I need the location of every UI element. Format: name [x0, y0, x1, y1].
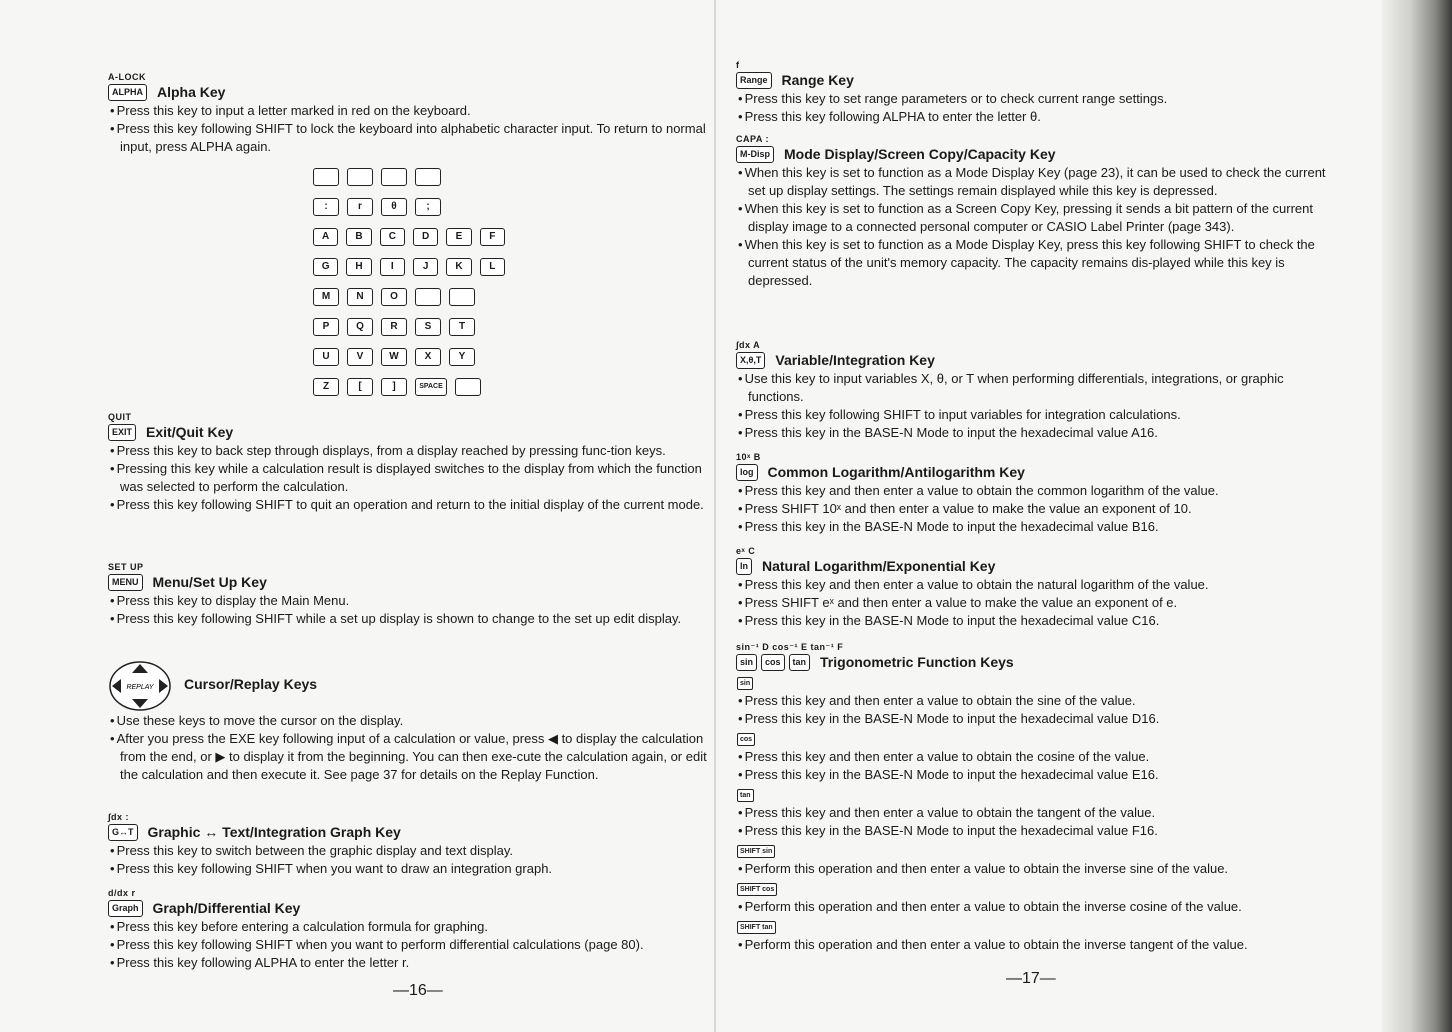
keyboard-key: N	[347, 288, 373, 306]
keyboard-key: ]	[381, 378, 407, 396]
keyboard-key: r	[347, 198, 373, 216]
keyboard-key: H	[346, 258, 371, 276]
menu-shift-label: SET UP	[108, 562, 144, 572]
var-key-title: Variable/Integration Key	[775, 352, 935, 368]
keyboard-key: G	[313, 258, 338, 276]
log-bullet-3: • Press this key in the BASE-N Mode to input the hexadecimal value B16.	[736, 518, 1326, 536]
keyboard-key	[347, 168, 373, 186]
atan-bullet: • Perform this operation and then enter a value to obtain the inverse tangent of the value.	[736, 936, 1326, 954]
graph-key-section	[108, 888, 708, 972]
keyboard-key: L	[480, 258, 505, 276]
cursor-key-section	[108, 658, 708, 784]
log-bullet-2: • Press SHIFT 10ˣ and then enter a value to make the value an exponent of 10.	[736, 500, 1326, 518]
sin-bullet-1: • Press this key and then enter a value to obtain the sine of the value.	[736, 692, 1326, 710]
alpha-key-icon: ALPHA	[108, 84, 147, 101]
gt-key-title: Graphic ↔ Text/Integration Graph Key	[147, 824, 401, 840]
mdisp-key-icon: M-Disp	[736, 146, 774, 163]
atan-mini-key-icon: SHIFT tan	[737, 921, 776, 934]
log-key-section	[736, 452, 1326, 536]
right-page-number: —17—	[1006, 970, 1056, 987]
cos-mini-key-icon: cos	[737, 733, 755, 746]
keyboard-key: E	[446, 228, 471, 246]
keyboard-key	[381, 168, 407, 186]
keyboard-key: A	[313, 228, 338, 246]
keyboard-key: X	[415, 348, 441, 366]
keyboard-row	[313, 168, 513, 188]
graph-key-icon: Graph	[108, 900, 143, 917]
asin-bullet: • Perform this operation and then enter a value to obtain the inverse sine of the value.	[736, 860, 1326, 878]
acos-bullet: • Perform this operation and then enter a value to obtain the inverse cosine of the value.	[736, 898, 1326, 916]
keyboard-key: K	[446, 258, 471, 276]
keyboard-key: I	[380, 258, 405, 276]
cursor-bullet-2: • After you press the EXE key following input of a calculation or value, press ◀ to display the calculation from the end, or ▶ to display it from the beginning. You can then exe-cute the calculation again, or edit the calculation and then execute it. See page 37 for details on the Replay Function.	[108, 730, 708, 784]
replay-text: REPLAY	[126, 684, 154, 691]
gt-bullet-1: • Press this key to switch between the graphic display and text display.	[108, 842, 708, 860]
menu-bullet-1: • Press this key to display the Main Menu.	[108, 592, 708, 610]
var-bullet-1: • Use this key to input variables X, θ, or T when performing differentials, integrations, or graphic functions.	[736, 370, 1326, 406]
keyboard-key	[455, 378, 481, 396]
exit-shift-label: QUIT	[108, 412, 132, 422]
left-page-number: —16—	[393, 982, 443, 999]
graph-bullet-1: • Press this key before entering a calculation formula for graphing.	[108, 918, 708, 936]
alpha-key-title: Alpha Key	[157, 84, 226, 100]
graph-shift-label: d/dx r	[108, 888, 136, 898]
graph-bullet-3: • Press this key following ALPHA to enter the letter r.	[108, 954, 708, 972]
sin-mini-key-icon: sin	[737, 677, 753, 690]
exit-bullet-3: • Press this key following SHIFT to quit an operation and return to the initial display of the current mode.	[108, 496, 708, 514]
log-key-icon: log	[736, 464, 758, 481]
keyboard-key: R	[381, 318, 407, 336]
ln-bullet-1: • Press this key and then enter a value to obtain the natural logarithm of the value.	[736, 576, 1326, 594]
tan-bullet-2: • Press this key in the BASE-N Mode to input the hexadecimal value F16.	[736, 822, 1326, 840]
cursor-replay-icon	[108, 660, 172, 708]
trig-key-title: Trigonometric Function Keys	[820, 654, 1014, 670]
alpha-shift-label: A-LOCK	[108, 72, 146, 82]
range-key-section	[736, 60, 1326, 126]
keyboard-key	[415, 168, 441, 186]
keyboard-key	[449, 288, 475, 306]
ln-shift-label: eˣ C	[736, 546, 756, 556]
keyboard-key: M	[313, 288, 339, 306]
var-key-section	[736, 340, 1326, 442]
mdisp-bullet-2: • When this key is set to function as a Screen Copy Key, pressing it sends a bit pattern of the current display image to a connected personal computer or CASIO Label Printer (page 343).	[736, 200, 1326, 236]
keyboard-key: V	[347, 348, 373, 366]
menu-key-section	[108, 562, 708, 628]
range-key-icon: Range	[736, 72, 772, 89]
alpha-bullet-1: • Press this key to input a letter marked in red on the keyboard.	[108, 102, 708, 120]
mdisp-shift-label: CAPA :	[736, 134, 769, 144]
mdisp-bullet-1: • When this key is set to function as a Mode Display Key (page 23), it can be used to check the current set up display settings. The settings remain displayed while this key is depressed.	[736, 164, 1326, 200]
keyboard-row	[313, 318, 513, 338]
keyboard-key: S	[415, 318, 441, 336]
var-bullet-3: • Press this key in the BASE-N Mode to input the hexadecimal value A16.	[736, 424, 1326, 442]
tan-key-icon: tan	[789, 654, 811, 671]
keyboard-key: F	[480, 228, 505, 246]
keyboard-key	[415, 288, 441, 306]
keyboard-key: T	[449, 318, 475, 336]
keyboard-row	[313, 258, 513, 278]
cos-key-icon: cos	[761, 654, 785, 671]
exit-key-icon: EXIT	[108, 424, 136, 441]
var-shift-label: ∫dx A	[736, 340, 761, 350]
exit-bullet-2: • Pressing this key while a calculation result is displayed switches to the display from which the function was selected to perform the calculation.	[108, 460, 708, 496]
cos-bullet-2: • Press this key in the BASE-N Mode to input the hexadecimal value E16.	[736, 766, 1326, 784]
range-key-title: Range Key	[781, 72, 854, 88]
exit-key-section	[108, 412, 708, 514]
acos-mini-key-icon: SHIFT cos	[737, 883, 777, 896]
alpha-bullet-2: • Press this key following SHIFT to lock the keyboard into alphabetic character input. To return to normal input, press ALPHA again.	[108, 120, 708, 156]
trig-shift-label: sin⁻¹ D cos⁻¹ E tan⁻¹ F	[736, 642, 844, 652]
var-key-icon: X,θ,T	[736, 352, 765, 369]
cursor-key-title: Cursor/Replay Keys	[184, 676, 318, 692]
keyboard-row	[313, 378, 513, 398]
keyboard-key: P	[313, 318, 339, 336]
keyboard-key: J	[413, 258, 438, 276]
keyboard-key: [	[347, 378, 373, 396]
ln-key-icon: ln	[736, 558, 752, 575]
graph-bullet-2: • Press this key following SHIFT when you want to perform differential calculations (page 80).	[108, 936, 708, 954]
cursor-bullet-1: • Use these keys to move the cursor on the display.	[108, 712, 708, 730]
gt-shift-label: ∫dx :	[108, 812, 129, 822]
keyboard-key: O	[381, 288, 407, 306]
exit-bullet-1: • Press this key to back step through displays, from a display reached by pressing func-tion keys.	[108, 442, 708, 460]
graph-key-title: Graph/Differential Key	[152, 900, 301, 916]
log-bullet-1: • Press this key and then enter a value to obtain the common logarithm of the value.	[736, 482, 1326, 500]
keyboard-key: :	[313, 198, 339, 216]
menu-key-icon: MENU	[108, 574, 143, 591]
cos-bullet-1: • Press this key and then enter a value to obtain the cosine of the value.	[736, 748, 1326, 766]
keyboard-key	[313, 168, 339, 186]
keyboard-key: C	[380, 228, 405, 246]
exit-key-title: Exit/Quit Key	[146, 424, 234, 440]
keyboard-key: θ	[381, 198, 407, 216]
keyboard-key: Q	[347, 318, 373, 336]
keyboard-key: U	[313, 348, 339, 366]
range-shift-label: f	[736, 60, 740, 70]
log-shift-label: 10ˣ B	[736, 452, 761, 462]
ln-key-section	[736, 546, 1326, 630]
ln-bullet-3: • Press this key in the BASE-N Mode to input the hexadecimal value C16.	[736, 612, 1326, 630]
trig-key-section	[736, 642, 1326, 954]
keyboard-row	[313, 288, 513, 308]
keyboard-row	[313, 348, 513, 368]
right-page	[736, 0, 1326, 1032]
var-bullet-2: • Press this key following SHIFT to input variables for integration calculations.	[736, 406, 1326, 424]
menu-key-title: Menu/Set Up Key	[152, 574, 267, 590]
keyboard-key: D	[413, 228, 438, 246]
gt-key-section	[108, 812, 708, 878]
ln-bullet-2: • Press SHIFT eˣ and then enter a value to make the value an exponent of e.	[736, 594, 1326, 612]
left-page	[108, 0, 708, 1032]
gt-key-icon: G↔T	[108, 824, 138, 841]
menu-bullet-2: • Press this key following SHIFT while a set up display is shown to change to the set up edit display.	[108, 610, 708, 628]
keyboard-row	[313, 228, 513, 248]
log-key-title: Common Logarithm/Antilogarithm Key	[767, 464, 1025, 480]
alpha-key-section	[108, 72, 708, 156]
asin-mini-key-icon: SHIFT sin	[737, 845, 775, 858]
sin-key-icon: sin	[736, 654, 757, 671]
mdisp-key-section	[736, 134, 1326, 290]
sin-bullet-2: • Press this key in the BASE-N Mode to input the hexadecimal value D16.	[736, 710, 1326, 728]
mdisp-key-title: Mode Display/Screen Copy/Capacity Key	[784, 146, 1056, 162]
ln-key-title: Natural Logarithm/Exponential Key	[762, 558, 996, 574]
keyboard-row	[313, 198, 513, 218]
keyboard-key: W	[381, 348, 407, 366]
page-edge-shadow	[1382, 0, 1452, 1032]
alpha-keyboard-diagram	[313, 168, 513, 408]
range-bullet-1: • Press this key to set range parameters or to check current range settings.	[736, 90, 1326, 108]
tan-mini-key-icon: tan	[737, 789, 754, 802]
range-bullet-2: • Press this key following ALPHA to enter the letter θ.	[736, 108, 1326, 126]
gt-bullet-2: • Press this key following SHIFT when you want to draw an integration graph.	[108, 860, 708, 878]
keyboard-key: Z	[313, 378, 339, 396]
keyboard-key: SPACE	[415, 378, 447, 396]
keyboard-key: B	[346, 228, 371, 246]
keyboard-key: Y	[449, 348, 475, 366]
tan-bullet-1: • Press this key and then enter a value to obtain the tangent of the value.	[736, 804, 1326, 822]
mdisp-bullet-3: • When this key is set to function as a Mode Display Key, press this key following SHIFT to check the current status of the unit's memory capacity. The capacity remains dis-played while this key is depressed.	[736, 236, 1326, 290]
book-spine	[714, 0, 716, 1032]
keyboard-key: ;	[415, 198, 441, 216]
